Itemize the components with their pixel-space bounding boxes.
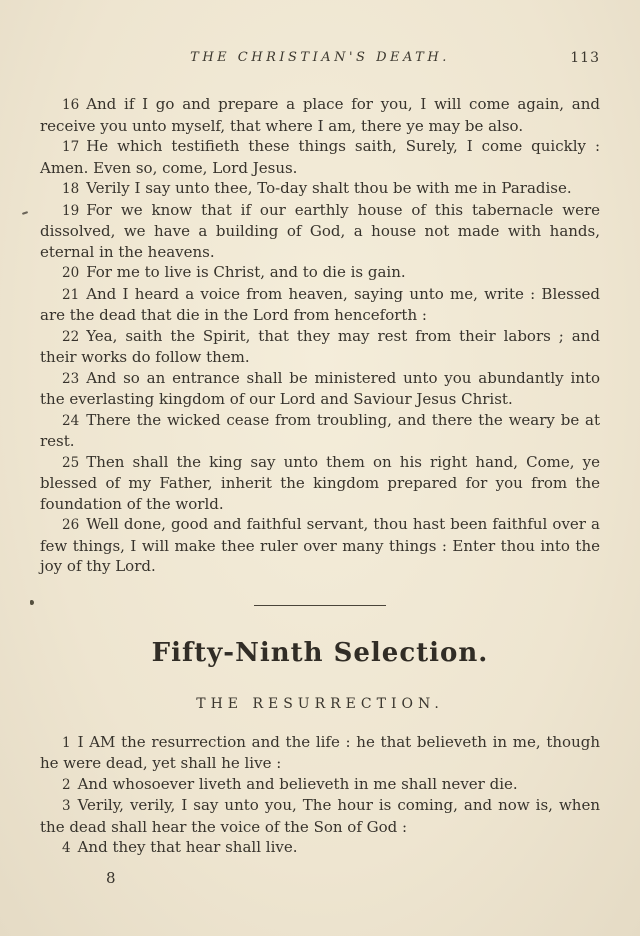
verse-text: Yea, saith the Spirit, that they may rest from their labors ; and their works do follow them. [40, 326, 600, 366]
selection-title: Fifty-Ninth Selection. [151, 637, 489, 668]
verse-row [40, 178, 600, 200]
verses-section-2 [40, 732, 600, 859]
verse-row [40, 262, 600, 284]
verse-text: For me to live is Christ, and to die is gain. [86, 263, 406, 281]
verse-text: For we know that if our earthly house of this tabernacle were dissolved, we have a building of God, a house not made with hands, eternal in the heavens. [40, 200, 600, 261]
verse-row [40, 774, 600, 796]
verse-row [40, 732, 600, 774]
verse-number: 16 [62, 97, 80, 113]
verse-text: And if I go and prepare a place for you, I will come again, and receive you unto myself, that where I am, there ye may be also. [40, 95, 600, 135]
verse-row [40, 410, 600, 452]
verse-row [40, 94, 600, 136]
selection-subtitle: THE RESURRECTION. [196, 695, 444, 712]
verse-row [40, 200, 600, 263]
verse-number: 24 [62, 412, 80, 429]
page-number: 113 [570, 50, 600, 66]
verse-text: And I heard a voice from heaven, saying unto me, write : Blessed are the dead that die in the Lord from henceforth : [40, 284, 600, 324]
signature-mark: 8 [106, 868, 116, 887]
verse-number: 18 [62, 181, 80, 197]
verse-row [40, 136, 600, 178]
ink-mark [30, 600, 34, 605]
verse-text: And so an entrance shall be ministered unto you abundantly into the everlasting kingdom of our Lord and Saviour Jesus Christ. [40, 368, 600, 408]
verse-text: Verily I say unto thee, To-day shalt thou be with me in Paradise. [86, 179, 572, 197]
verse-number: 17 [62, 139, 80, 155]
running-head [40, 50, 600, 68]
verse-row [40, 795, 600, 837]
verse-row [40, 452, 600, 515]
verse-number: 4 [62, 840, 71, 856]
verse-row [40, 368, 600, 410]
verse-number: 26 [62, 517, 80, 533]
ink-mark [22, 211, 28, 215]
verse-number: 3 [62, 798, 71, 814]
verse-row [40, 514, 600, 577]
verse-text: I AM the resurrection and the life : he that believeth in me, though he were dead, yet shall he live : [40, 732, 600, 772]
verse-number: 21 [62, 286, 80, 303]
verses-section-1 [40, 94, 600, 577]
verse-number: 2 [62, 776, 71, 793]
verse-number: 1 [62, 734, 71, 751]
verse-number: 23 [62, 370, 80, 387]
verse-row [40, 326, 600, 368]
verse-number: 20 [62, 265, 80, 281]
verse-text: He which testifieth these things saith, Surely, I come quickly : Amen. Even so, come, Lord Jesus. [40, 137, 600, 177]
verse-text: And they that hear shall live. [77, 838, 298, 856]
verse-row [40, 284, 600, 326]
page-title: THE CHRISTIAN'S DEATH. [190, 50, 450, 65]
verse-number: 25 [62, 454, 80, 471]
verse-text: Then shall the king say unto them on his right hand, Come, ye blessed of my Father, inherit the kingdom prepared for you from the foundation of the world. [40, 452, 600, 513]
section-divider [254, 605, 386, 606]
verse-number: 22 [62, 328, 80, 345]
verse-number: 19 [62, 202, 80, 219]
verse-row [40, 837, 600, 859]
verse-text: There the wicked cease from troubling, and there the weary be at rest. [40, 410, 600, 450]
verse-text: And whosoever liveth and believeth in me shall never die. [77, 774, 518, 793]
verse-text: Well done, good and faithful servant, thou hast been faithful over a few things, I will make thee ruler over many things : Enter thou into the joy of thy Lord. [40, 515, 600, 575]
verse-text: Verily, verily, I say unto you, The hour is coming, and now is, when the dead shall hear the voice of the Son of God : [40, 796, 600, 836]
